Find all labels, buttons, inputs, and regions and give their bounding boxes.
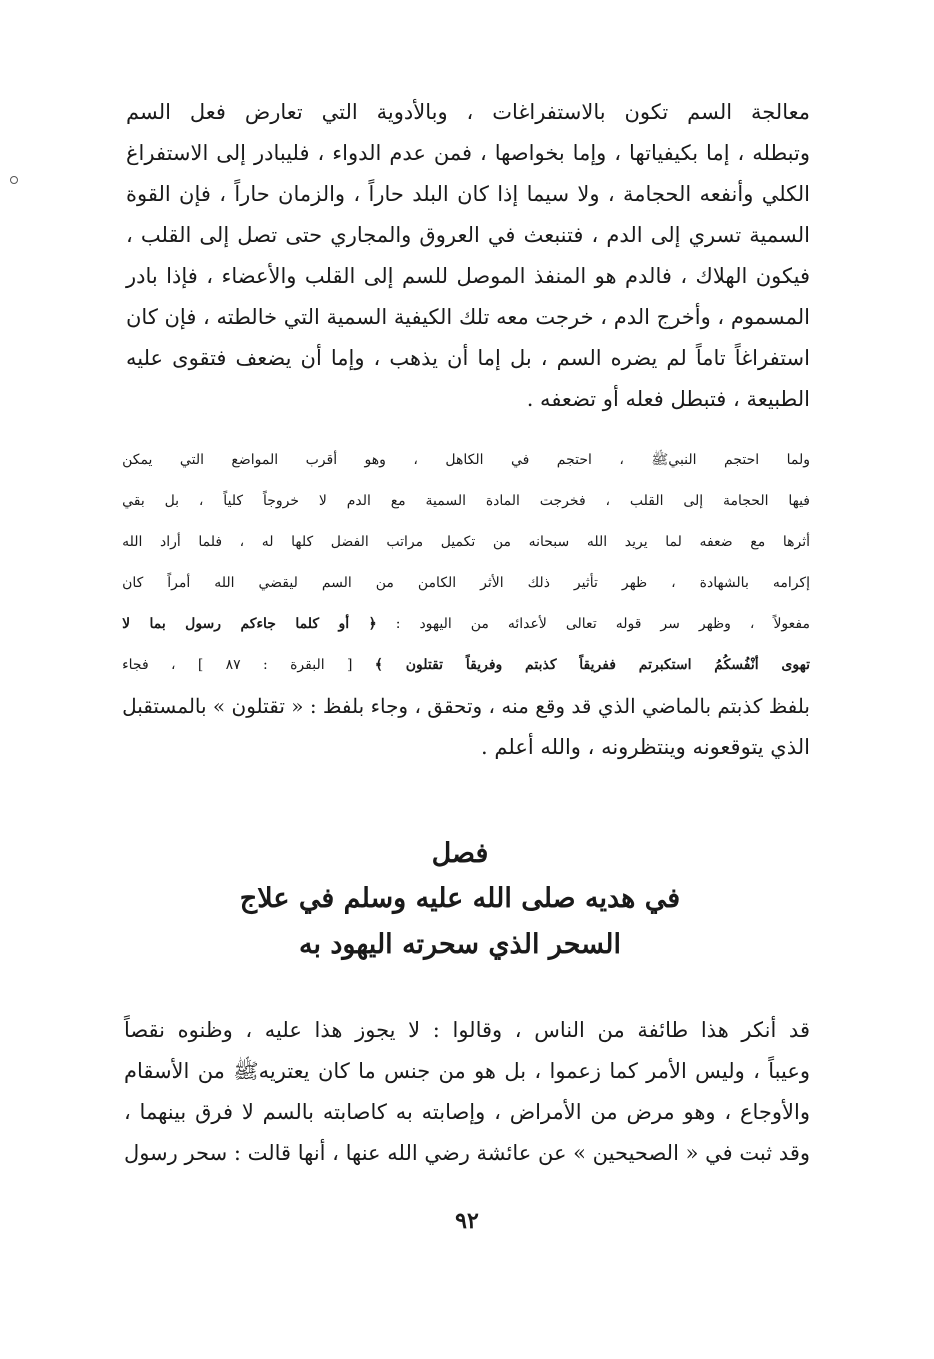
text-line: والأوجاع ، وهو مرض من الأمراض ، وإصابته به كاصابته بالسم لا فرق بينهما ، (123, 1100, 810, 1124)
verse-reference: [ البقرة : ٨٧ ] ، فجاء (122, 657, 375, 673)
text-line: وتبطله ، إما بكيفياتها ، وإما بخواصها ، فمن عدم الدواء ، فليبادر إلى الاستفراغ (126, 141, 810, 165)
quran-quote: تهوى أنْفُسكُمُ استكبرتم ففريقاً كذبتم وفريقاً تقتلون ﴾ (374, 657, 810, 673)
text-line: الكلي وأنفعه الحجامة ، ولا سيما إذا كان البلد حاراً ، والزمان حاراً ، فإن القوة (126, 182, 810, 206)
section-title-line: السحر الذي سحرته اليهود به (299, 929, 621, 960)
section-heading (110, 832, 810, 968)
text-line: معالجة السم تكون بالاستفراغات ، وبالأدوية التي تعارض فعل السم (126, 100, 810, 124)
margin-mark (10, 176, 18, 184)
paragraph-1 (126, 92, 810, 420)
text-line: وعيباً ، وليس الأمر كما زعموا ، بل هو من جنس ما كان يعتريهﷺ من الأسقام (123, 1059, 810, 1083)
text-line: فيها الحجامة إلى القلب ، فخرجت المادة السمية مع الدم لا خروجاً كلياً ، بل بقي (122, 493, 810, 509)
section-label: فصل (431, 838, 489, 869)
text-line: المسموم ، وأخرج الدم ، خرجت معه تلك الكيفية السمية التي خالطته ، فإن كان (126, 305, 810, 329)
text-line-with-quote (122, 604, 810, 645)
section-title-line: في هديه صلى الله عليه وسلم في علاج (239, 883, 681, 914)
paragraph-3 (124, 1010, 810, 1174)
text-line: ولما احتجم النبيﷺ ، احتجم في الكاهل ، وهو أقرب المواضع التي يمكن (122, 452, 810, 468)
plain-text: مفعولاً ، وظهر سر قوله تعالى لأعدائه من اليهود : (376, 616, 810, 632)
text-line: الطبيعة ، فتبطل فعله أو تضعفه . (526, 387, 810, 411)
text-line: إكرامه بالشهادة ، ظهر تأثير ذلك الأثر الكامن من السم ليقضي الله أمراً كان (122, 575, 810, 591)
text-line: أثرها مع ضعفه لما يريد الله سبحانه من تكميل مراتب الفضل كلها له ، فلما أراد الله (122, 534, 810, 550)
text-line: السمية تسري إلى الدم ، فتنبعث في العروق والمجاري حتى تصل إلى القلب ، (126, 223, 810, 247)
text-line: قد أنكر هذا طائفة من الناس ، وقالوا : لا يجوز هذا عليه ، وظنوه نقصاً (123, 1018, 810, 1042)
text-line: بلفظ كذبتم بالماضي الذي قد وقع منه ، وتحقق ، وجاء بلفظ : « تقتلون » بالمستقبل (122, 694, 810, 718)
page-number: ٩٢ (455, 1208, 479, 1234)
text-line-with-quote (122, 645, 810, 686)
text-line: وقد ثبت في « الصحيحين » عن عائشة رضي الله عنها ، أنها قالت : سحر رسول (123, 1141, 810, 1165)
text-line: فيكون الهلاك ، فالدم هو المنفذ الموصل للسم إلى القلب والأعضاء ، فإذا بادر (126, 264, 810, 288)
paragraph-2 (122, 440, 810, 768)
text-line: استفراغاً تاماً لم يضره السم ، بل إما أن يذهب ، وإما أن يضعف فتقوى عليه (126, 346, 810, 370)
quran-quote: ﴿ أو كلما جاءكم رسول بما لا (122, 616, 377, 632)
text-line: الذي يتوقعونه وينتظرونه ، والله أعلم . (481, 735, 810, 759)
